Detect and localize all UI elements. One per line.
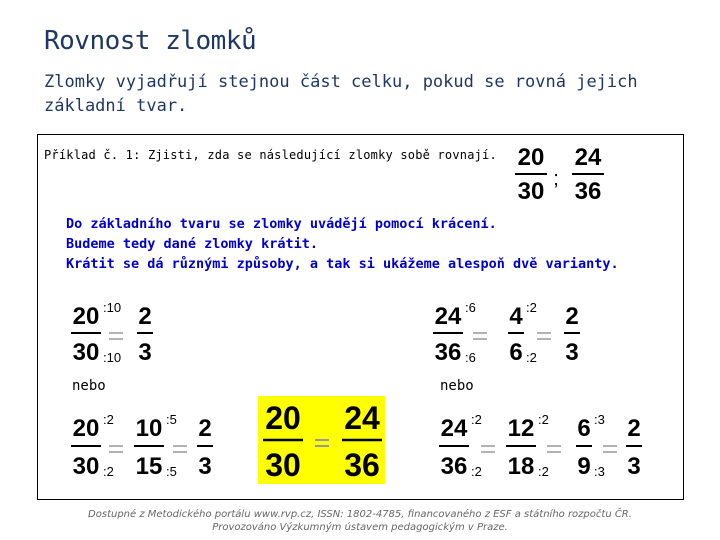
fraction-denominator: 3 xyxy=(198,453,212,480)
fraction-numerator: 24 xyxy=(574,144,602,171)
page-title: Rovnost zlomků xyxy=(44,26,257,56)
divisor-label: :6 xyxy=(465,350,476,365)
fraction-numerator: 2 xyxy=(198,415,212,442)
fraction-denominator: 3 xyxy=(565,339,579,366)
divisor-label: :2 xyxy=(538,464,549,479)
fraction-numerator: 24 xyxy=(434,303,462,330)
fraction-numerator: 6 xyxy=(577,415,591,442)
separator: ; xyxy=(553,168,559,190)
fraction-denominator: 3 xyxy=(138,339,152,366)
fraction-numerator: 24 xyxy=(344,400,380,436)
fraction-numerator: 2 xyxy=(565,303,579,330)
fraction-numerator: 2 xyxy=(627,415,641,442)
divisor-label: :2 xyxy=(526,300,537,315)
fraction-numerator: 20 xyxy=(517,144,545,171)
footer-line-1: Dostupné z Metodického portálu www.rvp.cz, ISSN: 1802-4785, financovaného z ESF a státního rozpočtu ČR. xyxy=(88,509,632,520)
fraction-denominator: 30 xyxy=(72,339,100,366)
fraction-denominator: 36 xyxy=(434,339,462,366)
intro-text: Zlomky vyjadřují stejnou část celku, pokud se rovná jejich základní tvar. xyxy=(44,72,638,116)
fraction-numerator: 10 xyxy=(135,415,163,442)
or-label-left: nebo xyxy=(72,378,106,394)
fraction-denominator: 30 xyxy=(72,453,100,480)
fraction-numerator: 2 xyxy=(138,303,152,330)
divisor-label: :5 xyxy=(166,412,177,427)
fraction-numerator: 4 xyxy=(509,303,523,330)
divisor-label: :2 xyxy=(526,350,537,365)
fraction-denominator: 36 xyxy=(440,453,468,480)
fraction-denominator: 30 xyxy=(265,447,301,483)
footer xyxy=(40,508,680,534)
explanation-line-3: Krátit se dá různými způsoby, a tak si ukážeme alespoň dvě varianty. xyxy=(66,256,619,272)
fraction-denominator: 9 xyxy=(577,453,591,480)
fraction-denominator: 18 xyxy=(507,453,535,480)
fraction-denominator: 15 xyxy=(135,453,163,480)
or-label-right: nebo xyxy=(440,378,474,394)
fraction-numerator: 20 xyxy=(72,303,100,330)
divisor-label: :2 xyxy=(103,464,114,479)
explanation-line-2: Budeme tedy dané zlomky krátit. xyxy=(66,236,318,252)
fraction-denominator: 36 xyxy=(344,447,380,483)
fraction-numerator: 12 xyxy=(507,415,535,442)
divisor-label: :10 xyxy=(103,300,122,315)
fraction-numerator: 24 xyxy=(440,415,468,442)
divisor-label: :3 xyxy=(594,464,605,479)
fraction-numerator: 20 xyxy=(265,400,301,436)
fraction-denominator: 36 xyxy=(574,178,602,205)
fraction-numerator: 20 xyxy=(72,415,100,442)
footer-line-2: Provozováno Výzkumným ústavem pedagogickým v Praze. xyxy=(212,522,508,533)
fraction-denominator: 3 xyxy=(627,453,641,480)
divisor-label: :2 xyxy=(471,412,482,427)
explanation-line-1: Do základního tvaru se zlomky uvádějí pomocí krácení. xyxy=(66,216,497,232)
divisor-label: :2 xyxy=(471,464,482,479)
fraction-denominator: 6 xyxy=(509,339,523,366)
divisor-label: :2 xyxy=(538,412,549,427)
fraction-denominator: 30 xyxy=(517,178,545,205)
divisor-label: :6 xyxy=(465,300,476,315)
divisor-label: :3 xyxy=(594,412,605,427)
divisor-label: :2 xyxy=(103,412,114,427)
divisor-label: :10 xyxy=(103,350,122,365)
divisor-label: :5 xyxy=(166,464,177,479)
task-text: Příklad č. 1: Zjisti, zda se následující zlomky sobě rovnají. xyxy=(44,148,497,162)
